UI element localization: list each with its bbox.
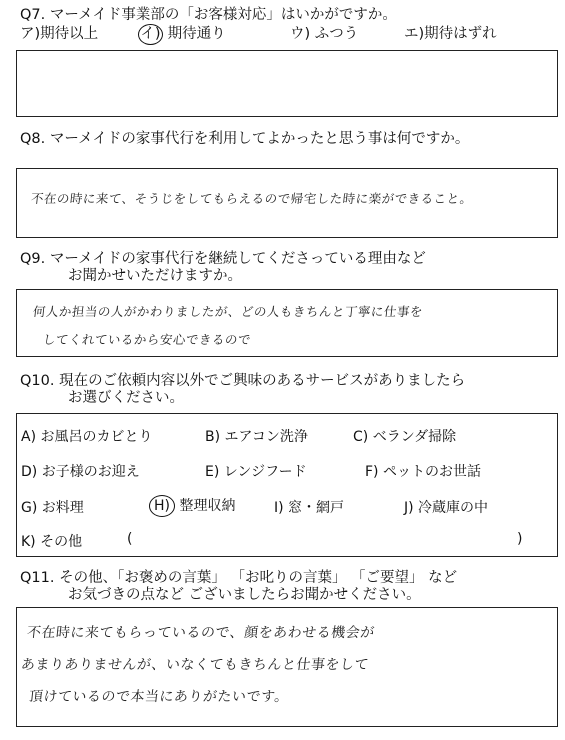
- q10-option-g-text: お料理: [41, 500, 84, 516]
- q10-option-e-text: レンジフード: [223, 464, 307, 480]
- q10-option-e[interactable]: [205, 461, 307, 481]
- q10-option-b-text: エアコン洗浄: [224, 429, 308, 445]
- q8-question: Q8. マーメイドの家事代行を利用してよかったと思う事は何ですか。: [20, 131, 470, 147]
- q11-answer-line3: 頂けているので本当にありがたいです。: [28, 689, 290, 705]
- q7-option-c[interactable]: [290, 26, 358, 43]
- q11-answer-line1: 不在時に来てもらっているので、顔をあわせる機会が: [26, 625, 376, 641]
- q10-option-h[interactable]: [149, 495, 235, 517]
- q10-option-c[interactable]: [353, 426, 456, 446]
- q7-answer-box[interactable]: [16, 50, 558, 117]
- q10-other-close-paren: ): [517, 531, 523, 547]
- q10-option-k-text: その他: [40, 534, 83, 550]
- q7-option-b[interactable]: [138, 24, 226, 45]
- q10-option-i-letter: I): [274, 500, 284, 516]
- q7-selected-circle: [138, 24, 163, 45]
- q11-question-line2: お気づきの点など ございましたらお聞かせください。: [68, 587, 421, 603]
- q10-option-c-letter: C): [353, 429, 369, 445]
- q7-option-b-text: 期待通り: [167, 26, 226, 42]
- q10-option-a[interactable]: [21, 426, 153, 446]
- q7-option-a-text: 期待以上: [40, 26, 99, 42]
- q7-option-d-text: 期待はずれ: [424, 26, 497, 42]
- q8-answer-box[interactable]: [16, 168, 558, 238]
- q7-option-d-letter: エ): [404, 26, 425, 42]
- q10-option-i[interactable]: [274, 497, 344, 517]
- q11-question-line1: Q11. その他、「お褒めの言葉」 「お叱りの言葉」 「ご要望」 など: [20, 570, 458, 586]
- q10-question-line1: Q10. 現在のご依頼内容以外でご興味のあるサービスがありましたら: [20, 373, 466, 389]
- q10-option-e-letter: E): [205, 464, 220, 480]
- q10-option-b[interactable]: [205, 426, 308, 446]
- q10-option-d[interactable]: [21, 461, 140, 481]
- q10-other-input[interactable]: [145, 529, 515, 549]
- q10-option-j-letter: J): [404, 500, 414, 516]
- q10-option-b-letter: B): [205, 429, 221, 445]
- q10-option-i-text: 窓・網戸: [288, 500, 345, 516]
- q10-option-h-letter: H): [154, 498, 170, 514]
- q7-option-c-letter: ウ): [290, 26, 311, 42]
- q10-option-d-letter: D): [21, 464, 38, 480]
- q10-option-j[interactable]: [404, 497, 488, 517]
- q9-answer-line2: してくれているから安心できるので: [42, 332, 252, 347]
- q7-option-c-text: ふつう: [314, 26, 359, 42]
- q10-option-f-letter: F): [365, 464, 379, 480]
- q10-options-box: [16, 413, 558, 557]
- q10-option-a-letter: A): [21, 429, 37, 445]
- q10-option-a-text: お風呂のカビとり: [40, 429, 153, 445]
- q10-option-h-text: 整理収納: [179, 498, 236, 514]
- q7-option-d[interactable]: [404, 26, 497, 43]
- q9-question-line1: Q9. マーメイドの家事代行を継続してくださっている理由など: [20, 251, 426, 267]
- q10-option-f-text: ペットのお世話: [382, 464, 481, 480]
- q11-answer-box[interactable]: [16, 607, 558, 727]
- q10-option-c-text: ベランダ掃除: [372, 429, 457, 445]
- q7-question: Q7. マーメイド事業部の「お客様対応」はいかがですか。: [20, 7, 397, 23]
- q9-answer-line1: 何人か担当の人がかわりましたが、どの人もきちんと丁寧に仕事を: [32, 304, 424, 319]
- q10-option-g[interactable]: [21, 497, 84, 517]
- q10-question-line2: お選びください。: [68, 390, 184, 406]
- q9-question-line2: お聞かせいただけますか。: [68, 268, 242, 284]
- q10-selected-circle: [149, 495, 175, 517]
- q10-option-j-text: 冷蔵庫の中: [418, 500, 489, 516]
- q7-option-b-letter: イ): [140, 26, 161, 42]
- q10-other-open-paren: (: [127, 531, 133, 547]
- q10-option-g-letter: G): [21, 500, 38, 516]
- q10-option-k[interactable]: [21, 531, 82, 551]
- q8-answer: 不在の時に来て、そうじをしてもらえるので帰宅した時に楽ができること。: [30, 191, 474, 206]
- q7-option-a-letter: ア): [20, 26, 41, 42]
- q10-option-d-text: お子様のお迎え: [41, 464, 140, 480]
- q11-answer-line2: あまりありませんが、いなくてもきちんと仕事をして: [20, 657, 370, 673]
- q9-answer-box[interactable]: [16, 289, 558, 357]
- q10-option-k-letter: K): [21, 534, 36, 550]
- q7-option-a[interactable]: [20, 26, 98, 43]
- q10-option-f[interactable]: [365, 461, 481, 481]
